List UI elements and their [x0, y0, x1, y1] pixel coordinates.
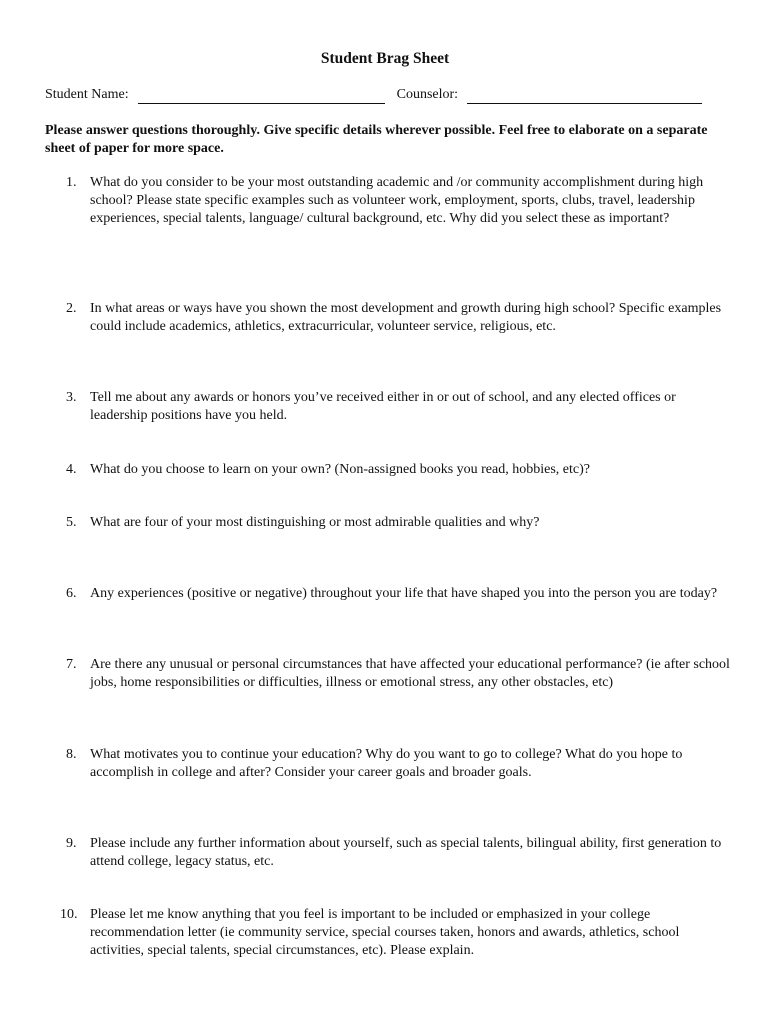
header-fields	[45, 86, 702, 104]
question-2	[66, 300, 730, 336]
question-number: 8.	[66, 747, 77, 762]
question-number: 6.	[66, 586, 77, 601]
question-text: Any experiences (positive or negative) throughout your life that have shaped you into the person you are today?	[90, 586, 718, 601]
question-text: What do you consider to be your most outstanding academic and /or community accomplishment during high school? Please state specific examples such as volunteer work, employment, sports, clubs, travel, leadership experiences, special talents, language/ cultural background, etc. Why did you select these as important?	[90, 175, 704, 227]
student-name-blank[interactable]	[138, 89, 385, 104]
question-4	[66, 461, 730, 479]
question-number: 9.	[66, 836, 77, 851]
question-8	[66, 746, 730, 782]
question-text: In what areas or ways have you shown the most development and growth during high school? Specific examples could include academics, athletics, extracurricular, volunteer service, religious, etc.	[90, 301, 722, 335]
counselor-label: Counselor:	[396, 87, 459, 102]
question-text: Please let me know anything that you feel is important to be included or emphasized in your college recommendation letter (ie community service, special courses taken, honors and awards, athletics, school activities, special talents, special circumstances, etc). Please explain.	[90, 907, 680, 959]
question-number: 1.	[66, 175, 77, 190]
question-9	[66, 835, 730, 871]
question-number: 10.	[60, 907, 78, 922]
page-title: Student Brag Sheet	[320, 50, 450, 67]
question-number: 2.	[66, 301, 77, 316]
question-5	[66, 514, 730, 532]
question-text: What motivates you to continue your education? Why do you want to go to college? What do you hope to accomplish in college and after? Consider your career goals and broader goals.	[90, 747, 683, 781]
question-text: Tell me about any awards or honors you’ve received either in or out of school, and any elected offices or leadership positions have you held.	[90, 390, 676, 424]
question-number: 4.	[66, 462, 77, 477]
question-3	[66, 389, 730, 425]
question-1	[66, 174, 730, 229]
question-6	[66, 585, 730, 603]
question-number: 3.	[66, 390, 77, 405]
question-text: What do you choose to learn on your own? (Non-assigned books you read, hobbies, etc)?	[90, 462, 590, 477]
question-number: 5.	[66, 515, 77, 530]
question-10	[60, 906, 730, 961]
instructions: Please answer questions thoroughly. Give specific details wherever possible. Feel free to elaborate on a separate sheet of paper for more space.	[45, 123, 708, 156]
question-7	[66, 656, 730, 692]
question-text: What are four of your most distinguishing or most admirable qualities and why?	[90, 515, 540, 530]
question-number: 7.	[66, 657, 77, 672]
question-text: Are there any unusual or personal circumstances that have affected your educational performance? (ie after school jobs, home responsibilities or difficulties, illness or emotional stress, any other obstacles, etc)	[90, 657, 730, 691]
student-name-label: Student Name:	[45, 87, 129, 102]
counselor-blank[interactable]	[467, 89, 702, 104]
question-text: Please include any further information about yourself, such as special talents, bilingual ability, first generation to attend college, legacy status, etc.	[90, 836, 722, 870]
